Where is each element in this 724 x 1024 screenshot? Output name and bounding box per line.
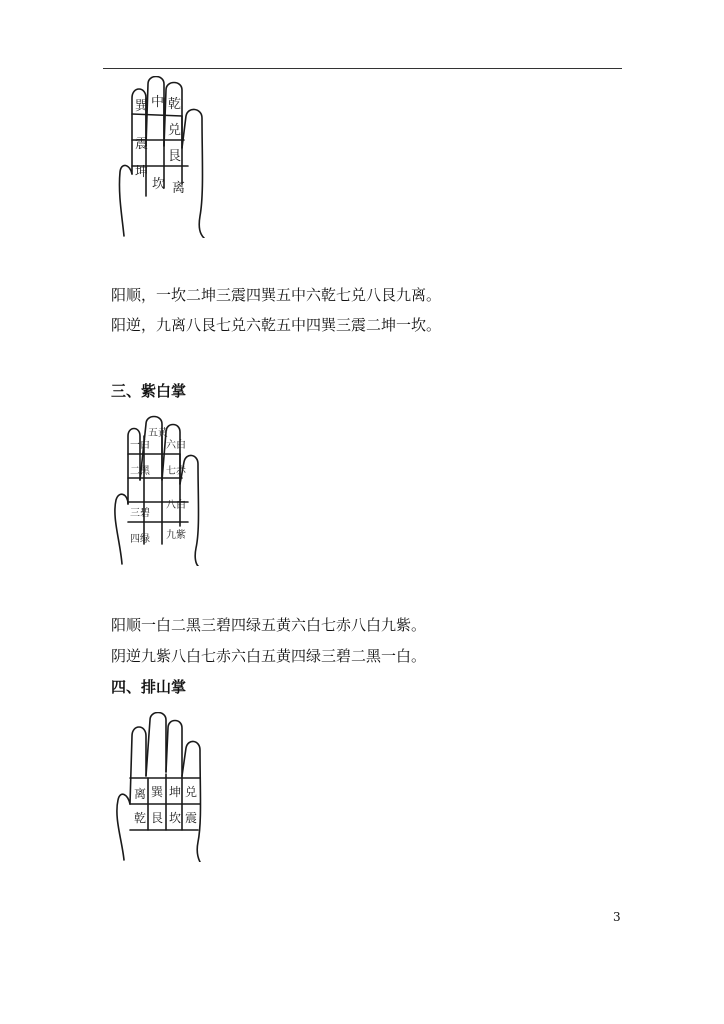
star-label: 五黄 — [148, 428, 168, 439]
trigram-label: 乾 — [134, 811, 147, 825]
star-label: 四绿 — [130, 534, 150, 545]
section-heading-4: 四、排山掌 — [111, 678, 187, 696]
trigram-label: 坎 — [169, 811, 182, 825]
text-line-yang-reverse: 阳逆，九离八艮七兑六乾五中四巽三震二坤一坎。 — [111, 316, 442, 334]
trigram-label: 坤 — [169, 785, 182, 799]
text-line-yang-forward-stars: 阳顺一白二黑三碧四绿五黄六白七赤八白九紫。 — [111, 616, 427, 634]
trigram-label: 离 — [172, 181, 186, 196]
star-label: 八白 — [166, 500, 186, 511]
trigram-label: 兑 — [185, 785, 198, 799]
page-number: 3 — [613, 910, 621, 924]
star-label: 七赤 — [166, 466, 186, 477]
trigram-label: 震 — [135, 137, 149, 152]
trigram-label: 兑 — [168, 123, 182, 138]
hand-diagram-2 — [110, 414, 210, 566]
hand-diagram-3 — [110, 712, 210, 862]
text-line-yang-forward: 阳顺，一坎二坤三震四巽五中六乾七兑八艮九离。 — [111, 286, 442, 304]
star-label: 九紫 — [166, 530, 186, 541]
trigram-label: 离 — [134, 787, 147, 801]
trigram-label: 震 — [185, 811, 198, 825]
trigram-label: 巽 — [151, 785, 164, 799]
star-label: 三碧 — [130, 508, 150, 519]
text-line-yin-reverse-stars: 阴逆九紫八白七赤六白五黄四绿三碧二黑一白。 — [111, 647, 427, 665]
trigram-label: 坤 — [135, 165, 149, 180]
trigram-label: 坎 — [152, 177, 166, 192]
star-label: 一白 — [130, 440, 150, 451]
trigram-label: 巽 — [135, 99, 149, 114]
star-label: 六白 — [166, 440, 186, 451]
section-heading-3: 三、紫白掌 — [111, 382, 187, 400]
header-rule — [103, 68, 622, 69]
trigram-label: 中 — [151, 95, 165, 110]
hand-diagram-1 — [108, 76, 218, 238]
trigram-label: 艮 — [168, 149, 182, 164]
star-label: 二黑 — [130, 466, 150, 477]
trigram-label: 艮 — [151, 811, 164, 825]
trigram-label: 乾 — [168, 97, 182, 112]
